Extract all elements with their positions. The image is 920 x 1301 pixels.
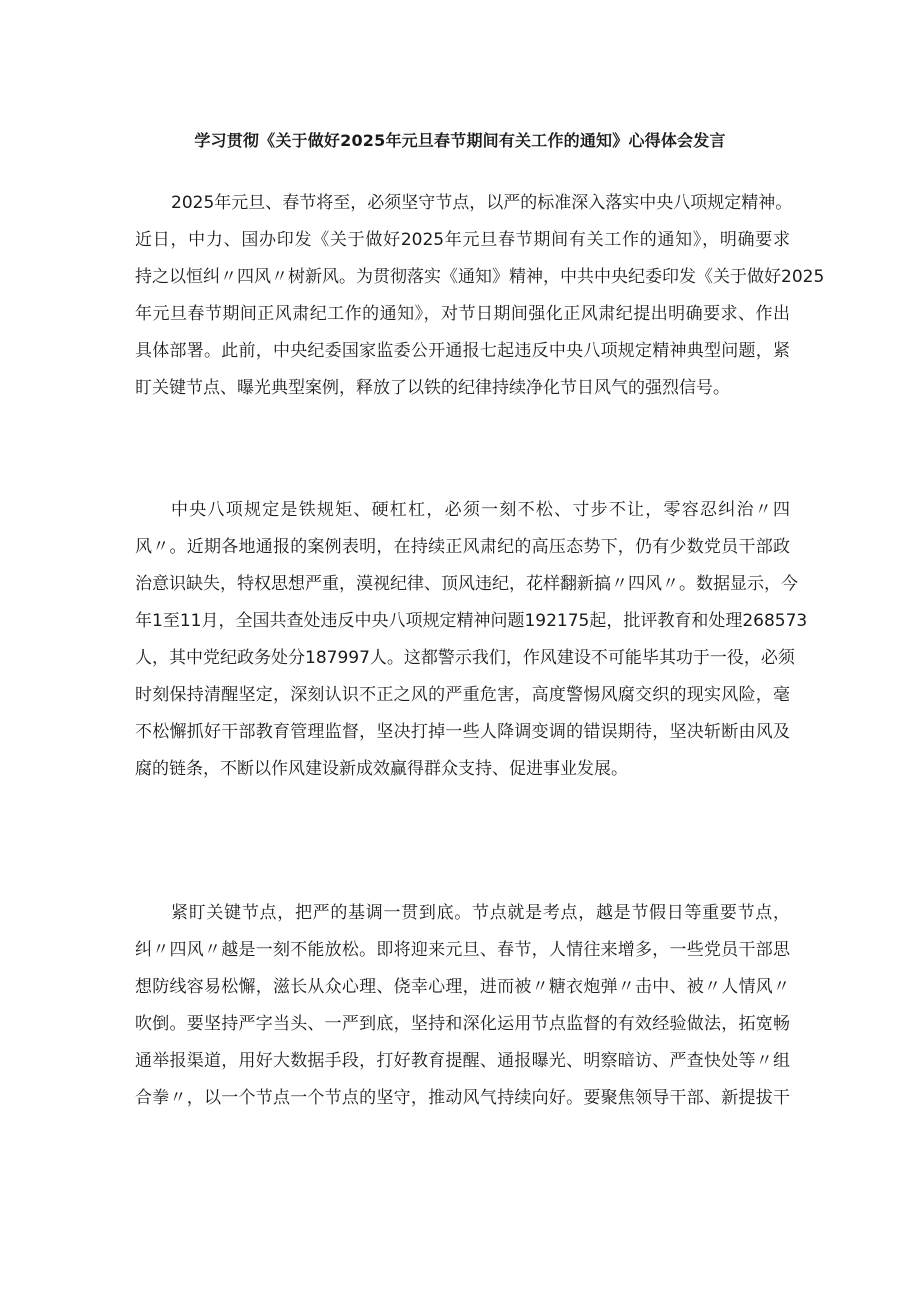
paragraph-line: 想防线容易松懈，滋长从众心理、侥幸心理，进而被〃糖衣炮弹〃击中、被〃人情风〃 — [135, 977, 790, 997]
paragraph-line: 2025年元旦、春节将至，必须坚守节点，以严的标准深入落实中央八项规定精神。 — [171, 193, 793, 213]
paragraph-line: 人，其中党纪政务处分187997人。这都警示我们，作风建设不可能毕其功于一役，必须 — [135, 648, 795, 668]
paragraph-line: 具体部署。此前，中央纪委国家监委公开通报七起违反中央八项规定精神典型问题，紧 — [135, 341, 790, 361]
paragraph-line: 腐的链条，不断以作风建设新成效赢得群众支持、促进事业发展。 — [135, 759, 628, 779]
paragraph-line: 近日，中力、国办印发《关于做好2025年元旦春节期间有关工作的通知》，明确要求 — [135, 230, 790, 250]
paragraph-3 — [135, 895, 790, 1117]
paragraph-line: 风〃。近期各地通报的案例表明，在持续正风肃纪的高压态势下，仍有少数党员干部政 — [135, 537, 790, 557]
paragraph-1 — [135, 185, 825, 407]
paragraph-line: 纠〃四风〃越是一刻不能放松。即将迎来元旦、春节，人情往来增多，一些党员干部思 — [135, 940, 790, 960]
paragraph-line: 不松懈抓好干部教育管理监督，坚决打掉一些人降调变调的错误期待，坚决斩断由风及 — [135, 722, 790, 742]
paragraph-line: 吹倒。要坚持严字当头、一严到底，坚持和深化运用节点监督的有效经验做法，拓宽畅 — [135, 1014, 790, 1034]
paragraph-line: 合拳〃，以一个节点一个节点的坚守，推动风气持续向好。要聚焦领导干部、新提拔干 — [135, 1088, 790, 1108]
paragraph-line: 年元旦春节期间正风肃纪工作的通知》，对节日期间强化正风肃纪提出明确要求、作出 — [135, 304, 790, 324]
paragraph-line: 中央八项规定是铁规矩、硬杠杠，必须一刻不松、寸步不让，零容忍纠治〃四 — [171, 500, 790, 520]
paragraph-line: 治意识缺失，特权思想严重，漠视纪律、顶风违纪，花样翻新搞〃四风〃。数据显示，今 — [135, 574, 798, 594]
paragraph-line: 年1至11月，全国共查处违反中央八项规定精神问题192175起，批评教育和处理268573 — [135, 611, 808, 631]
paragraph-2 — [135, 492, 808, 788]
paragraph-line: 时刻保持清醒坚定，深刻认识不正之风的严重危害，高度警惕风腐交织的现实风险，毫 — [135, 685, 790, 705]
paragraph-line: 盯关键节点、曝光典型案例，释放了以铁的纪律持续净化节日风气的强烈信号。 — [135, 378, 730, 398]
paragraph-line: 紧盯关键节点，把严的基调一贯到底。节点就是考点，越是节假日等重要节点， — [171, 903, 790, 923]
paragraph-line: 通举报渠道，用好大数据手段，打好教育提醒、通报曝光、明察暗访、严查快处等〃组 — [135, 1051, 790, 1071]
document-title: 学习贯彻《关于做好2025年元旦春节期间有关工作的通知》心得体会发言 — [194, 131, 726, 150]
paragraph-line: 持之以恒纠〃四风〃树新风。为贯彻落实《通知》精神，中共中央纪委印发《关于做好2025 — [135, 267, 825, 287]
